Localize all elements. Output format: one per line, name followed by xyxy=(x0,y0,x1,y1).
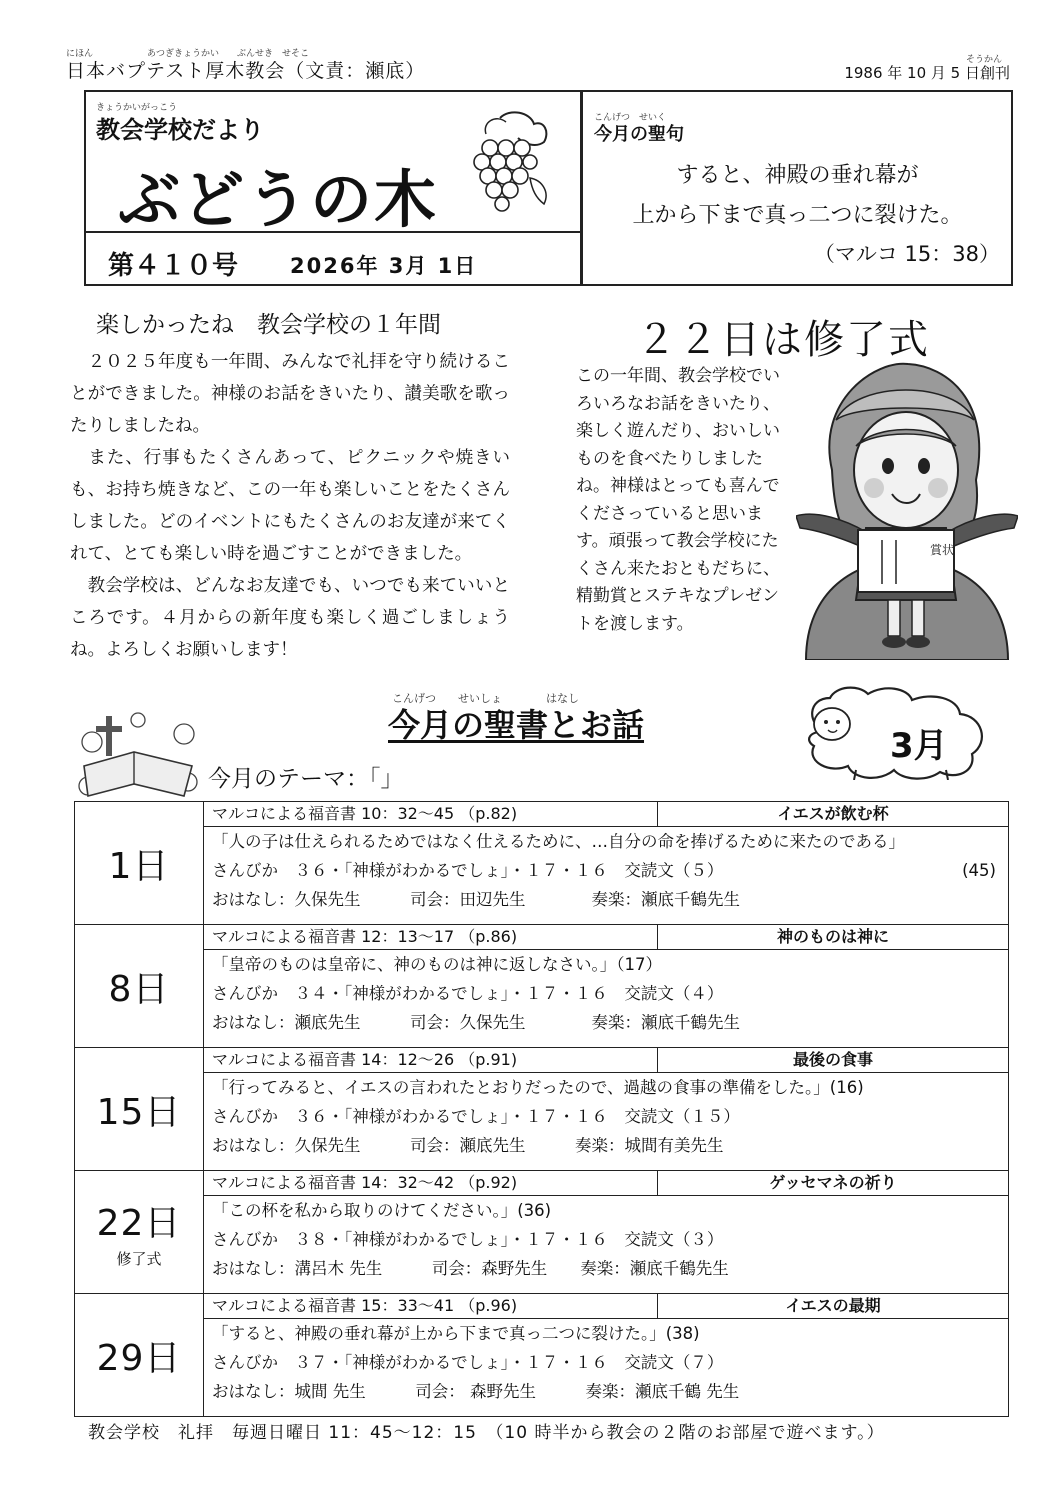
monthly-theme: 今月のテーマ：「」 xyxy=(208,766,404,792)
grape-illustration xyxy=(460,108,552,218)
scripture-reference: マルコによる福音書 10：32～45 （p.82) xyxy=(204,802,658,826)
scripture-reference: マルコによる福音書 14：32～42 （p.92) xyxy=(204,1171,658,1195)
schedule-row xyxy=(75,925,1009,1048)
founded-ruby: そうかん xyxy=(965,55,1002,65)
header-ruby: にほん あつぎきょうかい ぶんせき せそこ xyxy=(66,49,310,59)
row-header xyxy=(204,1048,1008,1073)
issue-number: 第４１０号 xyxy=(108,251,239,281)
section-title-ruby: こんげつ せいしょ はなし xyxy=(392,692,579,705)
article1-paragraph: ２０２５年度も一年間、みんなで礼拝を守り続けることができました。神様のお話をきいたり、讃美歌を歌ったりしましたね。 xyxy=(70,352,510,436)
schedule-row xyxy=(75,1171,1009,1294)
day-cell xyxy=(75,1294,204,1417)
footer-note: 教会学校 礼拝 毎週日曜日 11：45～12：15 （10 時半から教会の２階のお部屋で遊べます。） xyxy=(88,1423,885,1443)
hymn-text: さんびか ３６・「神様がわかるでしょ」・１７・１６ 交読文（５） xyxy=(212,861,724,880)
schedule-table xyxy=(74,801,1009,1417)
verse-line-2: 上から下まで真っ二つに裂けた。 xyxy=(632,203,963,228)
story-topic: イエスの最期 xyxy=(785,1296,881,1315)
article1-title: 楽しかったね 教会学校の１年間 xyxy=(96,312,441,338)
staff-line: おはなし：城間 先生 司会： 森野先生 奏楽：瀬底千鶴 先生 xyxy=(212,1382,740,1401)
bible-flowers-illustration xyxy=(74,712,202,804)
day-number: 22日 xyxy=(96,1203,182,1244)
story-topic: イエスが飲む杯 xyxy=(777,804,889,823)
scripture-reference: マルコによる福音書 14：12～26 （p.91) xyxy=(204,1048,658,1072)
article1-paragraph: 教会学校は、どんなお友達でも、いつでも来ていいところです。４月からの新年度も楽しく過ごしましょうね。よろしくお願いします！ xyxy=(70,576,510,660)
row-header xyxy=(204,925,1008,950)
day-note: 修了式 xyxy=(116,1250,162,1268)
day-number: 1日 xyxy=(108,845,170,887)
hymn-line: さんびか ３６・「神様がわかるでしょ」・１７・１６ 交読文（１５） xyxy=(212,1107,740,1126)
hymn-line: さんびか ３７・「神様がわかるでしょ」・１７・１６ 交読文（７） xyxy=(212,1353,724,1372)
details-cell xyxy=(204,925,1009,1048)
issue-date: 2026年 3月 1日 xyxy=(290,254,478,278)
day-cell xyxy=(75,1048,204,1171)
row-header xyxy=(204,802,1008,827)
scripture-quote: 「すると、神殿の垂れ幕が上から下まで真っ二つに裂けた。」(38) xyxy=(212,1324,700,1343)
staff-line: おはなし：瀬底先生 司会：久保先生 奏楽：瀬底千鶴先生 xyxy=(212,1013,740,1032)
story-topic: 神のものは神に xyxy=(776,927,889,946)
row-header xyxy=(204,1171,1008,1196)
schedule-title: 今月の聖書とお話 xyxy=(388,706,645,744)
girl-certificate-illustration xyxy=(796,360,1018,660)
subtitle-ruby: きょうかいがっこう xyxy=(96,103,178,113)
day-cell xyxy=(75,1171,204,1294)
scripture-quote: 「行ってみると、イエスの言われたとおりだったので、過越の食事の準備をした。」(16) xyxy=(212,1078,864,1097)
schedule-row xyxy=(75,802,1009,925)
scripture-reference: マルコによる福音書 15：33～41 （p.96) xyxy=(204,1294,658,1318)
details-cell xyxy=(204,1294,1009,1417)
day-cell xyxy=(75,925,204,1048)
details-cell xyxy=(204,1171,1009,1294)
founded-date: 1986 年 10 月 5 日創刊 xyxy=(844,64,1010,82)
hymn-line: さんびか ３４・「神様がわかるでしょ」・１７・１６ 交読文（４） xyxy=(212,984,724,1003)
newsletter-subtitle: 教会学校だより xyxy=(96,116,264,144)
article2-title: ２２日は修了式 xyxy=(636,317,930,363)
newsletter-title: ぶどうの木 xyxy=(118,163,439,236)
verse-line-1: すると、神殿の垂れ幕が xyxy=(676,163,919,188)
scripture-quote: 「この杯を私から取りのけてください。」(36) xyxy=(212,1201,552,1220)
schedule-row xyxy=(75,1294,1009,1417)
details-cell xyxy=(204,802,1009,925)
story-topic: ゲッセマネの祈り xyxy=(769,1173,897,1192)
day-number: 29日 xyxy=(96,1337,182,1379)
scripture-quote: 「皇帝のものは皇帝に、神のものは神に返しなさい。」（17） xyxy=(212,955,662,974)
staff-line: おはなし：久保先生 司会：瀬底先生 奏楽：城間有美先生 xyxy=(212,1136,724,1155)
hymn-line xyxy=(204,856,1008,885)
certificate-text: 賞状 xyxy=(930,543,955,557)
details-cell xyxy=(204,1048,1009,1171)
article1-paragraph: また、行事もたくさんあって、ピクニックや焼きいも、お持ち焼きなど、この一年も楽しいことをたくさんしました。どのイベントにもたくさんのお友達が来てくれて、とても楽しい時を過ごすことができました。 xyxy=(70,448,510,564)
article2-body: この一年間、教会学校でいろいろなお話をきいたり、楽しく遊んだり、おいしいものを食べたりしましたね。神様はとっても喜んでくださっていると思います。頑張って教会学校にたくさん来たおともだちに、精勤賞とステキなプレゼントを渡します。 xyxy=(576,366,780,634)
church-name: 日本バプテスト厚木教会（文責：瀬底） xyxy=(66,60,426,82)
schedule-row xyxy=(75,1048,1009,1171)
staff-line: おはなし：溝呂木 先生 司会：森野先生 奏楽：瀬底千鶴先生 xyxy=(212,1259,729,1278)
hymn-extra: (45) xyxy=(962,861,996,880)
scripture-quote: 「人の子は仕えられるためではなく仕えるために、…自分の命を捧げるために来たのである」 xyxy=(212,832,905,851)
verse-label: 今月の聖句 xyxy=(594,124,684,145)
month-badge: 3月 xyxy=(890,726,948,766)
verse-reference: （マルコ 15：38） xyxy=(813,242,1000,266)
article1-body xyxy=(70,346,510,666)
day-number: 8日 xyxy=(108,968,170,1010)
day-cell xyxy=(75,802,204,925)
story-topic: 最後の食事 xyxy=(792,1050,873,1069)
verse-label-ruby: こんげつ せいく xyxy=(594,113,667,123)
scripture-reference: マルコによる福音書 12：13～17 （p.86) xyxy=(204,925,658,949)
row-header xyxy=(204,1294,1008,1319)
staff-line: おはなし：久保先生 司会：田辺先生 奏楽：瀬底千鶴先生 xyxy=(212,890,740,909)
day-number: 15日 xyxy=(96,1091,182,1133)
hymn-line: さんびか ３８・「神様がわかるでしょ」・１７・１６ 交読文（３） xyxy=(212,1230,724,1249)
